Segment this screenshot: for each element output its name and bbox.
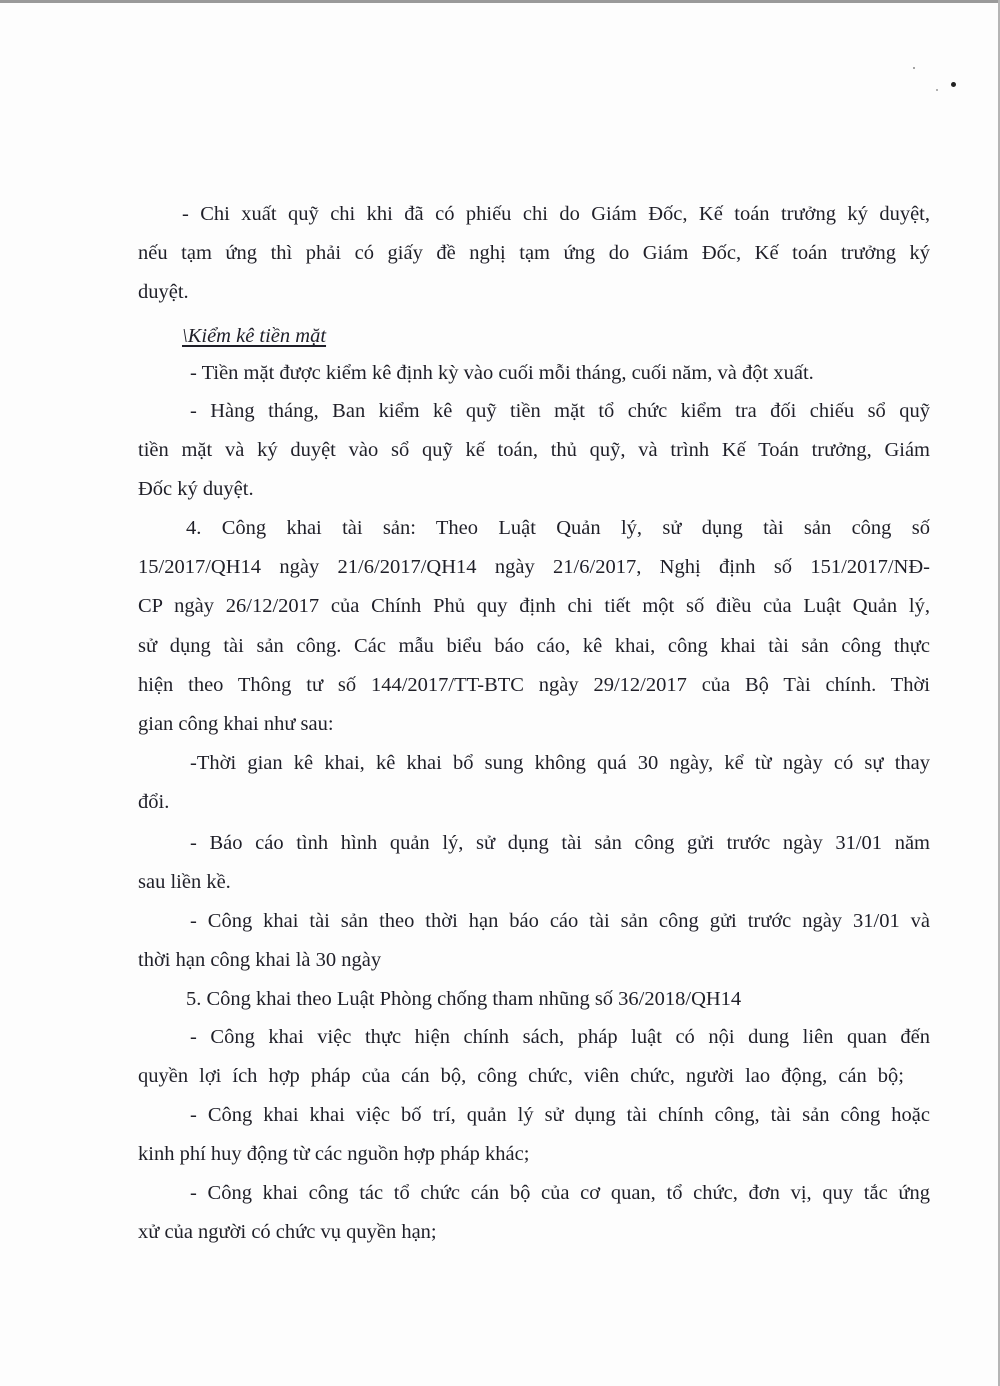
paragraph-line: - Công khai tài sản theo thời hạn báo cáo tài sản công gửi trước ngày 31/01 và	[190, 910, 930, 932]
paragraph-line: 15/2017/QH14 ngày 21/6/2017/QH14 ngày 21/6/2017, Nghị định số 151/2017/NĐ-	[138, 556, 930, 578]
paragraph-line: tiền mặt và ký duyệt vào sổ quỹ kế toán, thủ quỹ, và trình Kế Toán trưởng, Giám	[138, 439, 930, 461]
paragraph-line: - Công khai khai việc bố trí, quản lý sử dụng tài chính công, tài sản công hoặc	[190, 1104, 930, 1126]
paragraph-line: sử dụng tài sản công. Các mẫu biểu báo cáo, kê khai, công khai tài sản công thực	[138, 635, 930, 657]
scan-speck	[936, 89, 938, 91]
scan-speck	[913, 67, 915, 69]
paragraph-line: quyền lợi ích hợp pháp của cán bộ, công chức, viên chức, người lao động, cán bộ;	[138, 1065, 904, 1087]
paragraph-line: thời hạn công khai là 30 ngày	[138, 949, 382, 971]
paragraph-line: duyệt.	[138, 281, 189, 303]
paragraph-line: - Hàng tháng, Ban kiểm kê quỹ tiền mặt tổ chức kiểm tra đối chiếu sổ quỹ	[190, 400, 930, 422]
paragraph-line: - Chi xuất quỹ chi khi đã có phiếu chi do Giám Đốc, Kế toán trưởng ký duyệt,	[182, 203, 930, 225]
paragraph-line: Đốc ký duyệt.	[138, 478, 254, 500]
paragraph-line: sau liền kề.	[138, 871, 231, 893]
scan-edge-top	[0, 0, 1000, 3]
paragraph-line: hiện theo Thông tư số 144/2017/TT-BTC ngày 29/12/2017 của Bộ Tài chính. Thời	[138, 674, 930, 696]
section-heading: \Kiểm kê tiền mặt	[182, 325, 327, 347]
paragraph-line: gian công khai như sau:	[138, 713, 334, 735]
scan-speck	[951, 82, 956, 87]
paragraph-line: - Công khai việc thực hiện chính sách, pháp luật có nội dung liên quan đến	[190, 1026, 930, 1048]
paragraph-line: 5. Công khai theo Luật Phòng chống tham nhũng số 36/2018/QH14	[186, 988, 742, 1010]
paragraph-line: - Công khai công tác tổ chức cán bộ của cơ quan, tổ chức, đơn vị, quy tắc ứng	[190, 1182, 930, 1204]
paragraph-line: -Thời gian kê khai, kê khai bổ sung không quá 30 ngày, kể từ ngày có sự thay	[190, 752, 930, 774]
paragraph-line: kinh phí huy động từ các nguồn hợp pháp khác;	[138, 1143, 530, 1165]
paragraph-line: CP ngày 26/12/2017 của Chính Phủ quy định chi tiết một số điều của Luật Quản lý,	[138, 595, 930, 617]
paragraph-line: 4. Công khai tài sản: Theo Luật Quản lý, sử dụng tài sản công số	[186, 517, 930, 539]
paragraph-line: - Báo cáo tình hình quản lý, sử dụng tài sản công gửi trước ngày 31/01 năm	[190, 832, 930, 854]
paragraph-line: đổi.	[138, 791, 170, 813]
paragraph-line: - Tiền mặt được kiểm kê định kỳ vào cuối mỗi tháng, cuối năm, và đột xuất.	[190, 362, 814, 384]
paragraph-line: xử của người có chức vụ quyền hạn;	[138, 1221, 437, 1243]
paragraph-line: nếu tạm ứng thì phải có giấy đề nghị tạm ứng do Giám Đốc, Kế toán trưởng ký	[138, 242, 930, 264]
